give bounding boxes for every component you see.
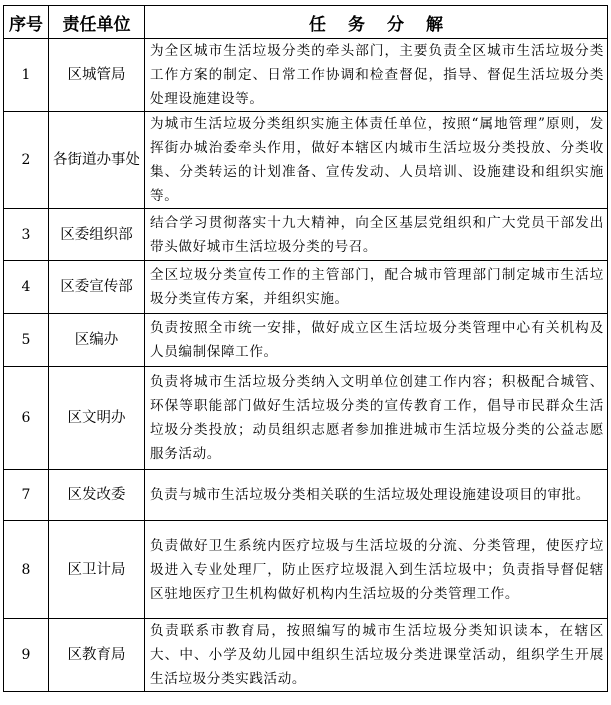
table-row <box>4 314 608 367</box>
row-task: 负责将城市生活垃圾分类纳入文明单位创建工作内容；积极配合城管、环保等职能部门做好生活垃圾分类的宣传教育工作，倡导市民群众生活垃圾分类投放；动员组织志愿者参加推进城市生活垃圾分类的公益志愿服务活动。 <box>145 367 608 470</box>
row-unit: 区委组织部 <box>49 209 145 261</box>
table-row <box>4 39 608 112</box>
row-unit: 区教育局 <box>49 619 145 692</box>
table-row <box>4 521 608 619</box>
table-row <box>4 209 608 261</box>
row-unit: 区卫计局 <box>49 521 145 619</box>
header-task: 任务分解 <box>145 6 608 39</box>
row-task: 负责联系市教育局，按照编写的城市生活垃圾分类知识读本，在辖区大、中、小学及幼儿园中组织生活垃圾分类进课堂活动，组织学生开展生活垃圾分类实践活动。 <box>145 619 608 692</box>
row-task: 为城市生活垃圾分类组织实施主体责任单位，按照“属地管理”原则，发挥街办城治委牵头作用，做好本辖区内城市生活垃圾分类投放、分类收集、分类转运的计划准备、宣传发动、人员培训、设施建设和组织实施等。 <box>145 112 608 209</box>
row-index: 8 <box>4 521 49 619</box>
table-row <box>4 261 608 314</box>
row-index: 2 <box>4 112 49 209</box>
row-index: 4 <box>4 261 49 314</box>
row-unit: 各街道办事处 <box>49 112 145 209</box>
row-index: 3 <box>4 209 49 261</box>
row-unit: 区发改委 <box>49 470 145 521</box>
table-header-row <box>4 6 608 39</box>
row-index: 5 <box>4 314 49 367</box>
table-row <box>4 619 608 692</box>
row-task: 负责按照全市统一安排，做好成立区生活垃圾分类管理中心有关机构及人员编制保障工作。 <box>145 314 608 367</box>
row-unit: 区委宣传部 <box>49 261 145 314</box>
responsibility-table <box>3 5 608 692</box>
row-unit: 区文明办 <box>49 367 145 470</box>
table-row <box>4 112 608 209</box>
row-task: 结合学习贯彻落实十九大精神，向全区基层党组织和广大党员干部发出带头做好城市生活垃圾分类的号召。 <box>145 209 608 261</box>
row-task: 负责做好卫生系统内医疗垃圾与生活垃圾的分流、分类管理，使医疗垃圾进入专业处理厂，防止医疗垃圾混入到生活垃圾中；负责指导督促辖区驻地医疗卫生机构做好机构内生活垃圾的分类管理工作。 <box>145 521 608 619</box>
row-unit: 区编办 <box>49 314 145 367</box>
row-index: 7 <box>4 470 49 521</box>
row-task: 为全区城市生活垃圾分类的牵头部门，主要负责全区城市生活垃圾分类工作方案的制定、日常工作协调和检查督促，指导、督促生活垃圾分类处理设施建设等。 <box>145 39 608 112</box>
row-unit: 区城管局 <box>49 39 145 112</box>
row-task: 全区垃圾分类宣传工作的主管部门，配合城市管理部门制定城市生活垃圾分类宣传方案，并组织实施。 <box>145 261 608 314</box>
row-index: 1 <box>4 39 49 112</box>
table-row <box>4 470 608 521</box>
table-row <box>4 367 608 470</box>
header-index: 序号 <box>4 6 49 39</box>
row-index: 9 <box>4 619 49 692</box>
row-index: 6 <box>4 367 49 470</box>
row-task: 负责与城市生活垃圾分类相关联的生活垃圾处理设施建设项目的审批。 <box>145 470 608 521</box>
header-unit: 责任单位 <box>49 6 145 39</box>
